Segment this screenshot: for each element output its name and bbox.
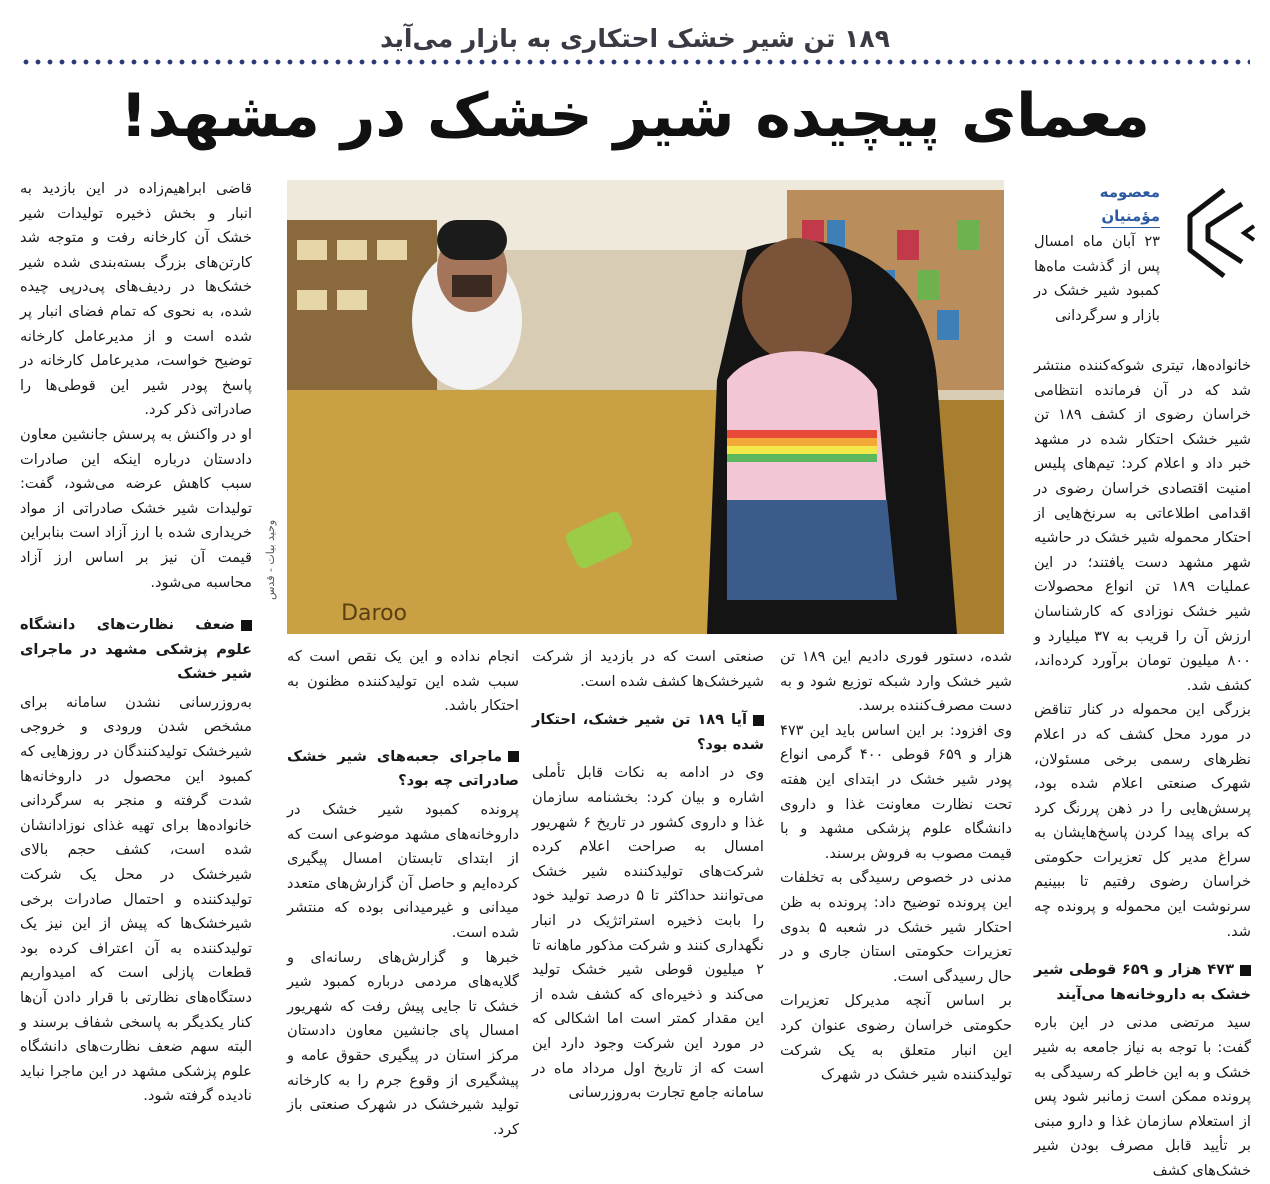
pharmacy-photo [287, 180, 1004, 634]
column-1 [1034, 230, 1251, 1179]
photo-credit: وحید بیات - قدس [264, 520, 277, 601]
author-first-name: معصومه [1099, 183, 1160, 201]
author-last-name: مؤمنیان [1101, 207, 1160, 228]
column-4-subhead: ماجرای جعبه‌های شیر خشک صادراتی چه بود؟ [287, 747, 519, 790]
column-1-subhead: ۴۷۳ هزار و ۶۵۹ قوطی شیر خشک به داروخانه‌ها می‌آیند [1034, 961, 1251, 1003]
column-5-paragraph: قاضی ابراهیم‌زاده در این بازدید به انبار و بخش ذخیره تولیدات شیر خشک آن کارخانه رفت و متوجه شد کارتن‌های بزرگ بسته‌بندی شده شیر خشک‌ها در ردیف‌های پی‌درپی چیده شده، به نحوی که تمام فضای انبار پر شده است و از مدیرعامل کارخانه توضیح خواست، مدیرعامل کارخانه در پاسخ پودر شیر این قوطی‌ها را صادراتی ذکر کرد. [20, 180, 252, 419]
column-1-paragraph: بزرگی این محموله در کنار تناقض در مورد محل کشف که در اعلام نظرهای رسمی برخی مسئولان، شهرک صنعتی اعلام شده بود، پرسش‌هایی را در ذهن پررنگ کرد که برای پیدا کردن پاسخ‌هایشان به سراغ مدیر کل تعزیرات حکومتی خراسان رضوی رفتیم تا ببینیم سرنوشت این محموله و پرونده چه شد. [1034, 701, 1251, 940]
column-5 [20, 177, 252, 1115]
bullet-square-icon [241, 620, 252, 631]
bullet-square-icon [508, 751, 519, 762]
column-1-paragraph-rest: خانواده‌ها، تیتری شوکه‌کننده منتشر شد که در آن فرمانده انتظامی خراسان رضوی از کشف ۱۸۹ تن شیر خشک احتکار شده در مشهد خبر داد و اعلام کرد: تیم‌های پلیس امنیت اقتصادی خراسان رضوی در اقدامی اطلاعاتی به سرنخ‌هایی از احتکار محموله شیر خشک در حاشیه شهر مشهد دست یافتند؛ در این عملیات ۱۸۹ تن انواع محصولات شیر خشک نوزادی که کارشناسان ارزش آن را قریب به ۳۷ میلیارد و ۸۰۰ میلیون تومان برآورد کرده‌اند، کشف شد. [1034, 357, 1251, 694]
column-3-paragraph: وی در ادامه به نکات قابل تأملی اشاره و بیان کرد: بخشنامه سازمان غذا و داروی کشور در تاریخ ۶ شهریور امسال به صراحت اعلام کرده شرکت‌های تولیدکننده شیر خشک می‌توانند حداکثر تا ۵ درصد تولید خود را بابت ذخیره استراتژیک در انبار نگهداری کنند و شرکت مذکور ماهانه تا ۲ میلیون قوطی شیر خشک تولید می‌کند و ذخیره‌ای که کشف شده از این مقدار کمتر است اما اشکالی که در مورد این شرکت وجود دارد این است که از تاریخ اول مرداد ماه در سامانه جامع تجارت به‌روزرسانی [532, 764, 765, 1102]
column-1-paragraph: سید مرتضی مدنی در این باره گفت: با توجه به نیاز جامعه به شیر خشک و به این خاطر که رسیدگی به پرونده ممکن است زمانبر شود پس از استعلام سازمان غذا و دارو مبنی بر تأیید قابل مصرف بودن شیر خشک‌های کشف [1034, 1014, 1251, 1179]
column-2 [780, 645, 1012, 1115]
column-5-subhead: ضعف نظارت‌های دانشگاه علوم پزشکی مشهد در ماجرای شیر خشک [20, 616, 252, 683]
author-byline [1034, 180, 1160, 228]
column-3 [532, 645, 764, 1115]
headline: معمای پیچیده شیر خشک در مشهد! [120, 81, 1150, 151]
column-3-paragraph: صنعتی است که در بازدید از شرکت شیرخشک‌ها کشف شده است. [532, 648, 764, 690]
column-2-paragraph: بر اساس آنچه مدیرکل تعزیرات حکومتی خراسان رضوی عنوان کرد این انبار متعلق به یک شرکت تولیدکننده شیر خشک در شهرک [780, 992, 1012, 1084]
column-4-paragraph: پرونده کمبود شیر خشک در داروخانه‌های مشهد موضوعی است که از ابتدای تابستان امسال پیگیری کرده‌ایم و حاصل آن گزارش‌های متعدد میدانی و غیرمیدانی بوده که منتشر شده است. [287, 800, 519, 941]
column-3-subhead: آیا ۱۸۹ تن شیر خشک، احتکار شده بود؟ [532, 711, 764, 753]
dotted-divider [20, 58, 1250, 66]
bullet-square-icon [753, 715, 764, 726]
column-1-intro-lead: ۲۳ آبان ماه امسال پس از گذشت ماه‌ها کمبود شیر خشک در بازار و سرگردانی [1034, 233, 1160, 324]
column-5-paragraph: به‌روزرسانی نشدن سامانه برای مشخص شدن ورودی و خروجی شیرخشک تولیدکنندگان در روزهایی که کمبود این محصول در داروخانه‌ها شدت گرفته و منجر به سرگردانی خانواده‌ها برای تهیه غذای نوزادانشان شده است، کشف حجم بالای شیرخشک در محل یک شرکت تولیدکننده و احتمال صادرات برخی شیرخشک‌ها که پیش از این نیز یک تولیدکننده به آن اعتراف کرده بود قطعات پازلی است که امیدواریم دستگاه‌های نظارتی با قرار دادن آن‌ها کنار یکدیگر به پاسخی شفاف برسند و البته سهم ضعف نظارت‌های دانشگاه علوم پزشکی مشهد در این ماجرا نباید نادیده گرفته شود. [20, 693, 252, 1105]
column-2-paragraph: شده، دستور فوری دادیم این ۱۸۹ تن شیر خشک وارد شبکه توزیع شود و به دست مصرف‌کننده برسد. [780, 648, 1012, 715]
column-2-paragraph: مدنی در خصوص رسیدگی به تخلفات این پرونده توضیح داد: پرونده به ظن احتکار شیر خشک در شعبه ۵ بدوی تعزیرات حکومتی استان جاری و در حال رسیدگی است. [780, 869, 1012, 985]
kicker: ۱۸۹ تن شیر خشک احتکاری به بازار می‌آید [380, 24, 890, 53]
bullet-square-icon [1240, 965, 1251, 976]
column-4-paragraph: خبرها و گزارش‌های رسانه‌ای و گلایه‌های مردمی درباره کمبود شیر خشک تا جایی پیش رفت که شهریور امسال پای جانشین معاون دادستان مرکز استان در پیگیری حقوق عامه و پیشگیری از وقوع جرم را به کارخانه تولید شیرخشک در شهرک صنعتی باز کرد. [287, 948, 519, 1138]
column-5-paragraph: او در واکنش به پرسش جانشین معاون دادستان درباره اینکه این صادرات سبب کاهش عرضه می‌شود، گفت: تولیدات شیر خشک صادراتی از مواد خریداری شده با ارز آزاد است بنابراین قیمت آن نیز بر اساس ارز آزاد محاسبه می‌شود. [20, 425, 252, 591]
column-4-paragraph: انجام نداده و این یک نقص است که سبب شده این تولیدکننده مظنون به احتکار باشد. [287, 648, 519, 715]
column-2-paragraph: وی افزود: بر این اساس باید این ۴۷۳ هزار و ۶۵۹ قوطی ۴۰۰ گرمی انواع پودر شیر خشک در ابتدای این هفته تحت نظارت معاونت غذا و داروی دانشگاه علوم پزشکی مشهد و با قیمت مصوب به فروش برسند. [780, 721, 1012, 862]
box-text: Daroo [341, 601, 407, 626]
column-4 [287, 645, 519, 1138]
